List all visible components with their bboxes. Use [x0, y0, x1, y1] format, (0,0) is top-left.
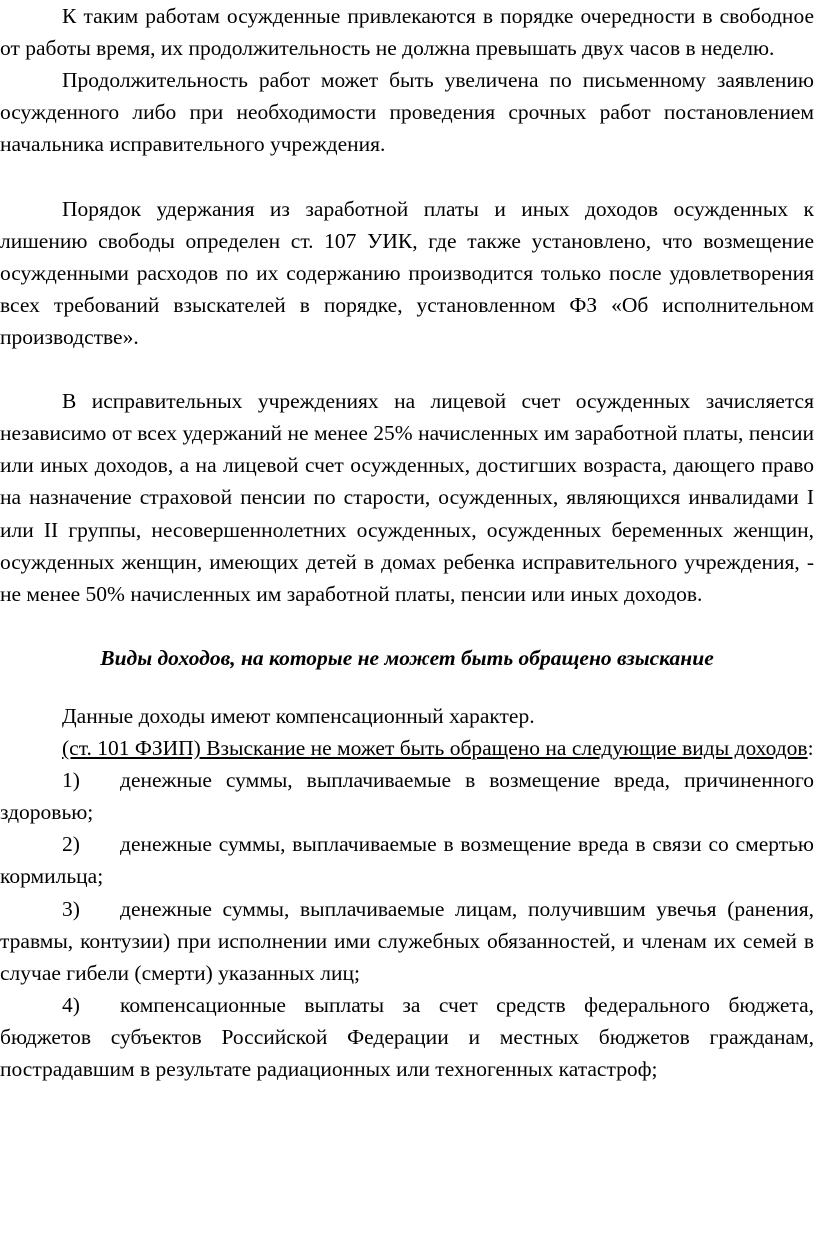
list-item-text: денежные суммы, выплачиваемые в возмещение вреда в связи со смертью кормильца; — [0, 832, 814, 889]
paragraph-withholding-order: Порядок удержания из заработной платы и иных доходов осужденных к лишению свободы определен ст. 107 УИК, где также установлено, что возмещение осужденными расходов по их содержанию производится только после удовлетворения всех требований взыскателей в порядке, установленном ФЗ «Об исполнительном производстве». — [0, 196, 814, 349]
list-item-number: 1) — [62, 768, 80, 793]
spacer — [0, 160, 814, 192]
list-item — [0, 989, 814, 1085]
paragraph-work-order: К таким работам осужденные привлекаются в порядке очередности в свободное от работы время, их продолжительность не должна превышать двух часов в неделю. — [0, 4, 814, 61]
list-item-number: 2) — [62, 832, 80, 857]
paragraph-law-reference — [0, 732, 814, 764]
section-heading: Виды доходов, на которые не может быть обращено взыскание — [100, 645, 714, 670]
law-reference-underlined: (ст. 101 ФЗИП) Взыскание не может быть обращено на следующие виды доходов — [62, 736, 808, 761]
spacer — [0, 610, 814, 642]
list-item-number: 4) — [62, 992, 80, 1017]
list-item-text: денежные суммы, выплачиваемые в возмещение вреда, причиненного здоровью; — [0, 768, 814, 825]
paragraph-compensatory-nature: Данные доходы имеют компенсационный характер. — [62, 703, 535, 728]
law-reference-colon: : — [807, 736, 814, 761]
list-item — [0, 764, 814, 828]
list-item — [0, 828, 814, 892]
spacer — [0, 353, 814, 385]
list-item-text: денежные суммы, выплачиваемые лицам, получившим увечья (ранения, травмы, контузии) при исполнении ими служебных обязанностей, и членам их семей в случае гибели (смерти) указанных лиц; — [0, 896, 814, 985]
list-item-number: 3) — [62, 896, 80, 921]
paragraph-personal-account: В исправительных учреждениях на лицевой счет осужденных зачисляется независимо от всех удержаний не менее 25% начисленных им заработной платы, пенсии или иных доходов, а на лицевой счет осужденных, достигших возраста, дающего право на назначение страховой пенсии по старости, осужденных, являющихся инвалидами I или II группы, несовершеннолетних осужденных, осужденных беременных женщин, осужденных женщин, имеющих детей в домах ребенка исправительного учреждения, - не менее 50% начисленных им заработной платы, пенсии или иных доходов. — [0, 389, 814, 606]
list-item — [0, 893, 814, 989]
paragraph-work-duration: Продолжительность работ может быть увеличена по письменному заявлению осужденного либо при необходимости проведения срочных работ постановлением начальника исправительного учреждения. — [0, 68, 814, 157]
list-item-text: компенсационные выплаты за счет средств федерального бюджета, бюджетов субъектов Российской Федерации и местных бюджетов гражданам, пострадавшим в результате радиационных или техногенных катастроф; — [0, 992, 814, 1081]
spacer — [0, 674, 814, 700]
